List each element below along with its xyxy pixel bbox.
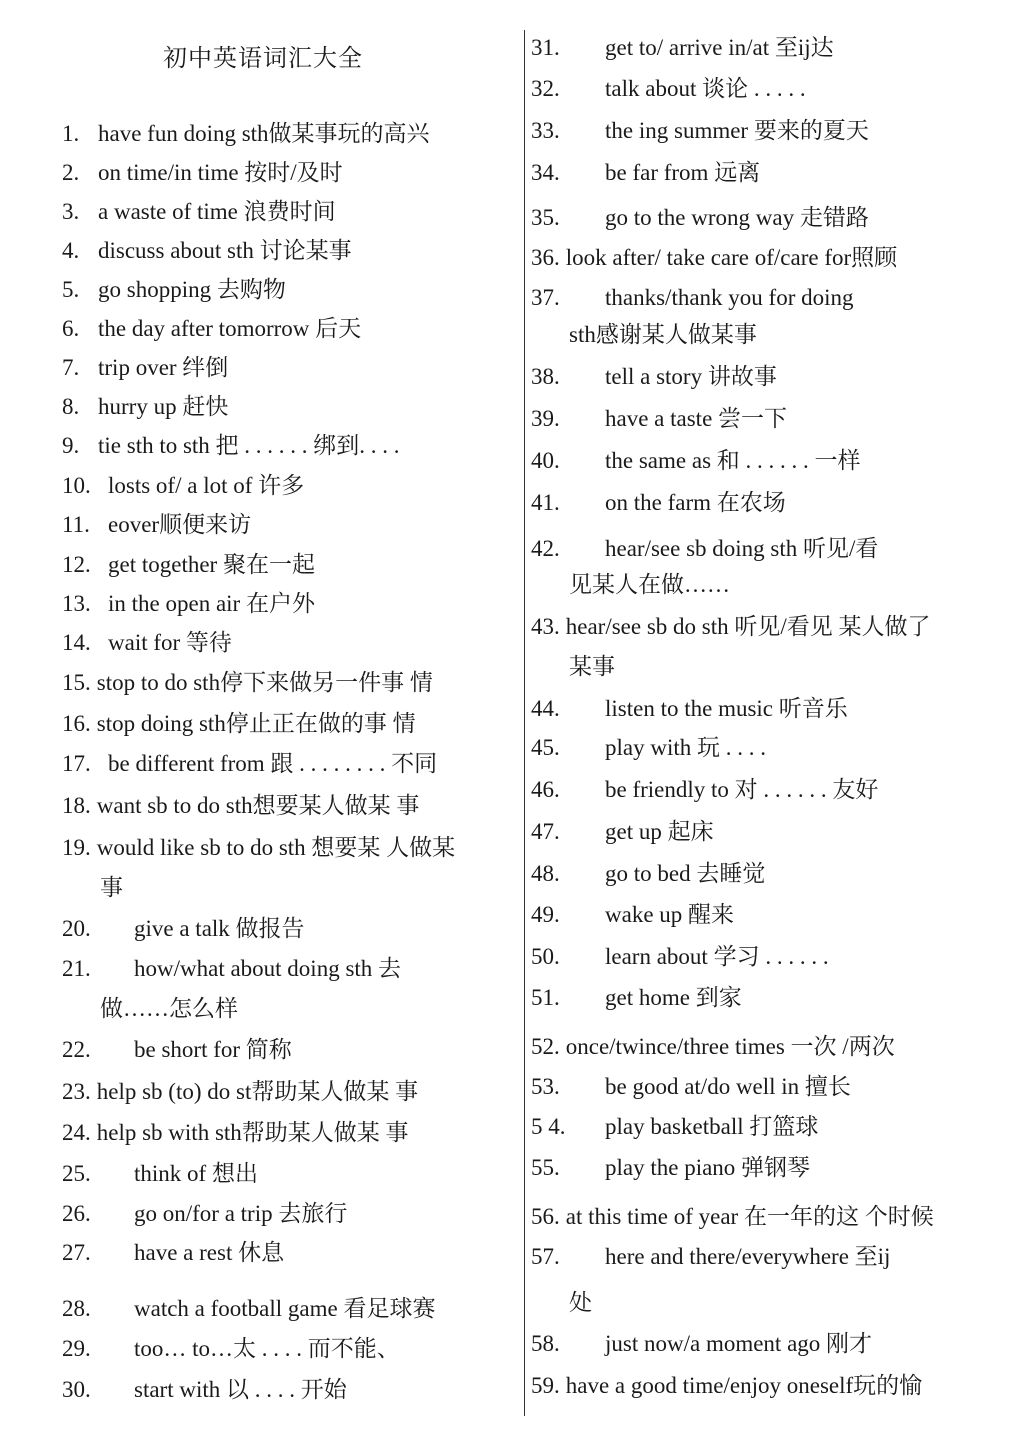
entry-text: in the open air 在户外 [108,591,315,616]
entry-text: too… to…太 . . . . 而不能、 [134,1336,400,1361]
vocab-entry [62,746,517,782]
entry-number: 50. [531,944,560,969]
vocab-entry [531,1109,1006,1145]
entry-text: hurry up 赶快 [98,394,229,419]
vocab-entry [62,1074,517,1110]
entry-text: have a good time/enjoy oneself玩的愉 [565,1373,923,1398]
vocab-entry [531,71,1006,107]
vocab-entry [62,830,517,866]
entry-number: 31. [531,35,560,60]
entry-number: 6. [62,316,80,341]
vocab-entry [62,272,517,308]
entry-number: 48. [531,861,560,886]
entry-number: 52. [531,1034,560,1059]
entry-number: 51. [531,985,560,1010]
entry-number: 34. [531,160,560,185]
vocab-entry [62,116,517,152]
entry-number: 12. [62,552,91,577]
entry-number: 20. [62,916,91,941]
vocab-entry [62,350,517,386]
vocab-entry [531,200,1006,236]
entry-text: look after/ take care of/care for照顾 [565,245,898,270]
vocab-entry [62,155,517,191]
entry-text: want sb to do sth想要某人做某 事 [96,793,420,818]
entry-text: be far from 远离 [605,160,761,185]
entry-text: stop to do sth停下来做另一件事 情 [96,670,433,695]
entry-text: have a taste 尝一下 [605,406,788,431]
entry-text: eover顺便来访 [108,512,252,537]
entry-number: 39. [531,406,560,431]
vocab-entry [531,730,1006,766]
vocab-entry [531,814,1006,850]
vocab-entry [531,359,1006,395]
vocab-entry [62,428,517,464]
entry-continuation: sth感谢某人做某事 [569,322,757,347]
vocab-entry [62,194,517,230]
entry-text: talk about 谈论 . . . . . [605,76,806,101]
entry-text: hear/see sb do sth 听见/看见 某人做了 [565,614,931,639]
entry-text: be different from 跟 . . . . . . . . 不同 [108,751,438,776]
entry-text: trip over 绊倒 [98,355,229,380]
entry-number: 47. [531,819,560,844]
entry-number: 42. [531,536,560,561]
vocab-entry [531,401,1006,437]
entry-number: 38. [531,364,560,389]
entry-text: a waste of time 浪费时间 [98,199,336,224]
column-divider [524,30,525,1416]
vocab-entry [62,468,517,504]
vocab-entry [531,1239,1006,1275]
entry-text: on the farm 在农场 [605,490,786,515]
vocab-entry [62,665,517,701]
entry-number: 1. [62,121,80,146]
entry-number: 13. [62,591,91,616]
vocab-entry [531,939,1006,975]
entry-number: 8. [62,394,80,419]
vocab-entry [531,772,1006,808]
vocab-entry [531,1368,1006,1404]
entry-number: 44. [531,696,560,721]
entry-text: tell a story 讲故事 [605,364,777,389]
entry-text: listen to the music 听音乐 [605,696,848,721]
entry-number: 3. [62,199,80,224]
vocab-entry [531,609,1006,645]
entry-number: 21. [62,956,91,981]
vocab-entry [62,951,517,987]
vocab-entry [62,911,517,947]
entry-number: 40. [531,448,560,473]
entry-number: 14. [62,630,91,655]
entry-number: 9. [62,433,80,458]
vocab-entry [531,691,1006,727]
vocab-entry [531,856,1006,892]
entry-text: play the piano 弹钢琴 [605,1155,811,1180]
vocab-entry [531,531,1006,567]
entry-text: play basketball 打篮球 [605,1114,819,1139]
entry-text: how/what about doing sth 去 [134,956,402,981]
entry-text: be short for 简称 [134,1037,292,1062]
vocab-entry [531,113,1006,149]
entry-number: 33. [531,118,560,143]
entry-number: 2. [62,160,80,185]
entry-text: start with 以 . . . . 开始 [134,1377,347,1402]
entry-number: 29. [62,1336,91,1361]
vocab-entry [62,706,517,742]
entry-text: would like sb to do sth 想要某 人做某 [96,835,456,860]
entry-number: 4. [62,238,80,263]
entry-number: 30. [62,1377,91,1402]
entry-text: at this time of year 在一年的这 个时候 [565,1204,934,1229]
entry-text: once/twince/three times 一次 /两次 [565,1034,895,1059]
entry-text: have fun doing sth做某事玩的高兴 [98,121,430,146]
entry-number: 59. [531,1373,560,1398]
entry-text: go shopping 去购物 [98,277,286,302]
entry-number: 15. [62,670,91,695]
entry-number: 36. [531,245,560,270]
entry-number: 28. [62,1296,91,1321]
entry-continuation: 见某人在做…… [569,572,730,597]
entry-text: give a talk 做报告 [134,916,305,941]
vocab-entry [531,240,1006,276]
entry-number: 43. [531,614,560,639]
vocab-entry [62,788,517,824]
vocab-entry [531,980,1006,1016]
entry-number: 16. [62,711,91,736]
entry-number: 17. [62,751,91,776]
entry-number: 22. [62,1037,91,1062]
vocab-entry [62,1156,517,1192]
entry-number: 56. [531,1204,560,1229]
entry-number: 49. [531,902,560,927]
entry-text: tie sth to sth 把 . . . . . . 绑到. . . . [98,433,400,458]
entry-text: on time/in time 按时/及时 [98,160,343,185]
entry-number: 37. [531,285,560,310]
entry-number: 11. [62,512,90,537]
entry-number: 23. [62,1079,91,1104]
entry-text: wake up 醒来 [605,902,735,927]
vocab-entry [62,625,517,661]
entry-text: learn about 学习 . . . . . . [605,944,829,969]
vocab-entry [62,1291,517,1327]
entry-text: the ing summer 要来的夏天 [605,118,869,143]
vocab-entry [62,1196,517,1232]
entry-text: go on/for a trip 去旅行 [134,1201,348,1226]
entry-number: 57. [531,1244,560,1269]
entry-number: 55. [531,1155,560,1180]
entry-text: here and there/everywhere 至ij [605,1244,891,1269]
entry-number: 7. [62,355,80,380]
vocab-entry [531,897,1006,933]
vocab-entry [531,1069,1006,1105]
entry-text: help sb (to) do st帮助某人做某 事 [96,1079,419,1104]
entry-text: get up 起床 [605,819,714,844]
entry-continuation: 某事 [569,654,615,679]
entry-text: go to bed 去睡觉 [605,861,766,886]
vocab-entry [62,233,517,269]
vocab-entry [62,1235,517,1271]
entry-text: think of 想出 [134,1161,258,1186]
entry-number: 25. [62,1161,91,1186]
entry-text: the day after tomorrow 后天 [98,316,362,341]
entry-number: 19. [62,835,91,860]
entry-text: be good at/do well in 擅长 [605,1074,851,1099]
entry-continuation: 事 [100,875,123,900]
entry-text: wait for 等待 [108,630,232,655]
entry-number: 5. [62,277,80,302]
entry-number: 27. [62,1240,91,1265]
entry-number: 41. [531,490,560,515]
entry-number: 18. [62,793,91,818]
entry-text: hear/see sb doing sth 听见/看 [605,536,879,561]
vocab-entry [62,1032,517,1068]
vocab-entry [531,485,1006,521]
entry-text: the same as 和 . . . . . . 一样 [605,448,861,473]
entry-text: stop doing sth停止正在做的事 情 [96,711,416,736]
vocab-entry [531,155,1006,191]
vocab-entry [531,280,1006,316]
entry-text: just now/a moment ago 刚才 [605,1331,873,1356]
entry-number: 5 4. [531,1114,566,1139]
vocab-entry [531,1029,1006,1065]
vocab-entry [531,1150,1006,1186]
entry-number: 45. [531,735,560,760]
vocab-entry [62,311,517,347]
entry-continuation: 做……怎么样 [100,996,238,1021]
entry-text: get to/ arrive in/at 至ij达 [605,35,834,60]
entry-text: play with 玩 . . . . [605,735,766,760]
vocab-entry [531,30,1006,66]
vocab-entry [62,1372,517,1408]
entry-text: watch a football game 看足球赛 [134,1296,436,1321]
vocab-entry [62,586,517,622]
entry-text: get home 到家 [605,985,742,1010]
entry-number: 32. [531,76,560,101]
entry-text: get together 聚在一起 [108,552,315,577]
vocab-entry [62,389,517,425]
vocab-entry [62,547,517,583]
vocab-entry [62,1331,517,1367]
entry-continuation: 处 [569,1290,592,1315]
entry-text: discuss about sth 讨论某事 [98,238,352,263]
entry-text: have a rest 休息 [134,1240,285,1265]
entry-text: thanks/thank you for doing [605,285,854,310]
vocab-entry [62,507,517,543]
entry-text: be friendly to 对 . . . . . . 友好 [605,777,879,802]
entry-number: 10. [62,473,91,498]
entry-number: 53. [531,1074,560,1099]
document-title: 初中英语词汇大全 [163,46,363,72]
entry-number: 26. [62,1201,91,1226]
entry-text: help sb with sth帮助某人做某 事 [96,1120,409,1145]
vocab-entry [531,443,1006,479]
entry-number: 58. [531,1331,560,1356]
entry-text: go to the wrong way 走错路 [605,205,869,230]
vocab-entry [531,1199,1006,1235]
entry-number: 24. [62,1120,91,1145]
entry-number: 35. [531,205,560,230]
entry-number: 46. [531,777,560,802]
vocab-entry [62,1115,517,1151]
entry-text: losts of/ a lot of 许多 [108,473,305,498]
vocab-entry [531,1326,1006,1362]
